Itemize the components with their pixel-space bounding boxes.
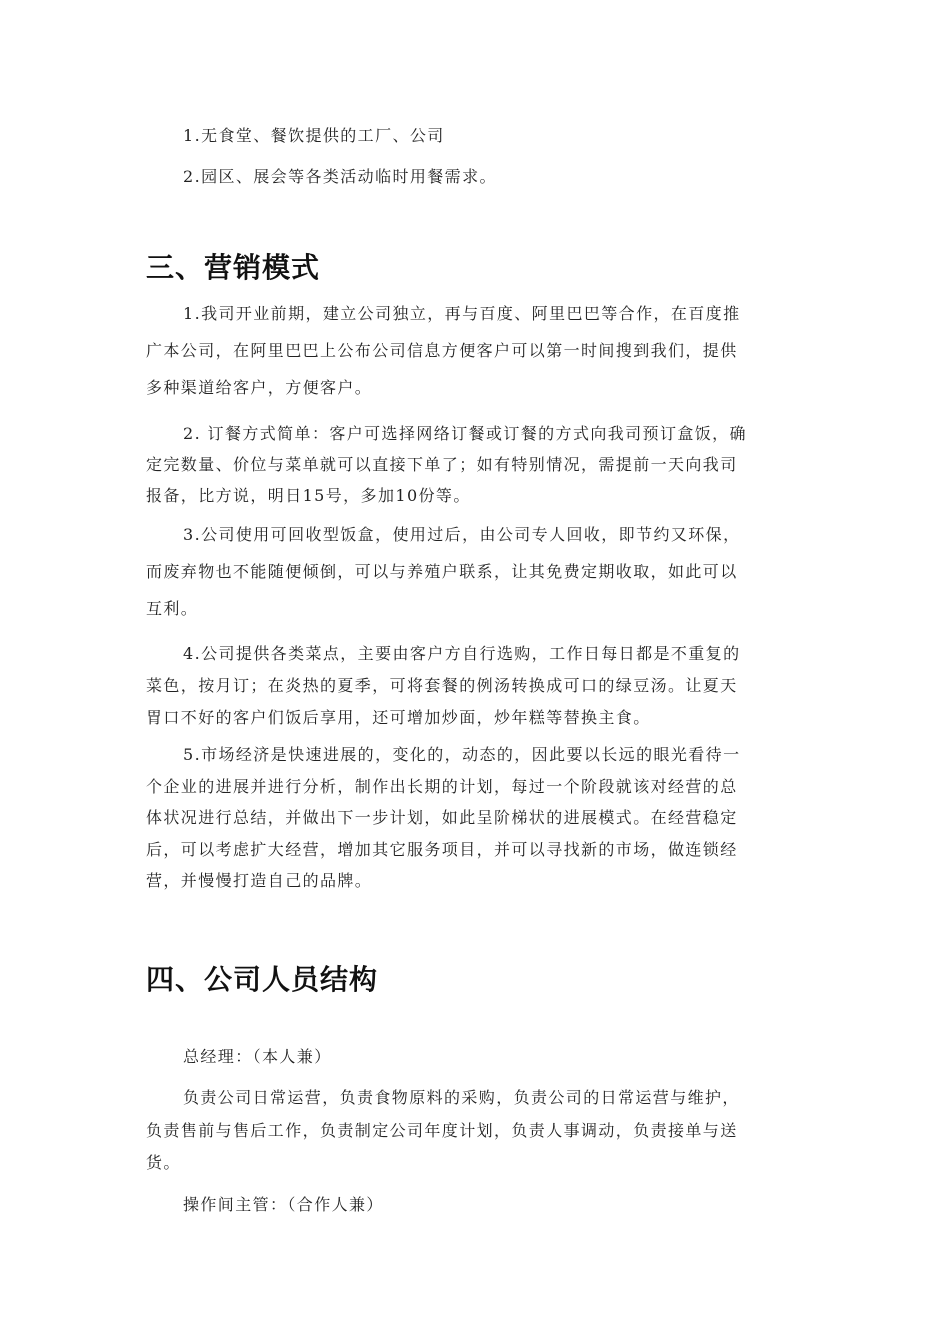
role-title: 操作间主管：（合作人兼） — [183, 1195, 384, 1214]
paragraph-line: 报备，比方说，明日15号，多加10份等。 — [146, 486, 471, 505]
role-title: 总经理：（本人兼） — [183, 1047, 332, 1066]
paragraph-line: 体状况进行总结，并做出下一步计划，如此呈阶梯状的进展模式。在经营稳定 — [146, 808, 738, 827]
paragraph-line: 货。 — [146, 1153, 181, 1172]
paragraph-line: 1.我司开业前期，建立公司独立，再与百度、阿里巴巴等合作，在百度推 — [183, 304, 741, 323]
paragraph-line: 广本公司，在阿里巴巴上公布公司信息方便客户可以第一时间搜到我们，提供 — [146, 341, 738, 360]
paragraph-line: 5.市场经济是快速进展的，变化的，动态的，因此要以长远的眼光看待一 — [183, 745, 741, 764]
paragraph-line: 互利。 — [146, 599, 199, 618]
paragraph-line: 营，并慢慢打造自己的品牌。 — [146, 871, 373, 890]
paragraph-line: 定完数量、价位与菜单就可以直接下单了；如有特别情况，需提前一天向我司 — [146, 455, 738, 474]
paragraph-line: 菜色，按月订；在炎热的夏季，可将套餐的例汤转换成可口的绿豆汤。让夏天 — [146, 676, 738, 695]
paragraph-line: 负责售前与售后工作，负责制定公司年度计划，负责人事调动，负责接单与送 — [146, 1121, 738, 1140]
paragraph-line: 4.公司提供各类菜点，主要由客户方自行选购，工作日每日都是不重复的 — [183, 644, 741, 663]
paragraph-line: 胃口不好的客户们饭后享用，还可增加炒面，炒年糕等替换主食。 — [146, 708, 651, 727]
list-item: 2.园区、展会等各类活动临时用餐需求。 — [183, 167, 497, 186]
section-heading: 四、公司人员结构 — [146, 963, 379, 996]
paragraph-line: 3.公司使用可回收型饭盒，使用过后，由公司专人回收，即节约又环保， — [183, 525, 741, 544]
paragraph-line: 后，可以考虑扩大经营，增加其它服务项目，并可以寻找新的市场，做连锁经 — [146, 840, 738, 859]
paragraph-line: 2. 订餐方式简单：客户可选择网络订餐或订餐的方式向我司预订盒饭，确 — [183, 424, 747, 443]
paragraph-line: 多种渠道给客户，方便客户。 — [146, 378, 373, 397]
paragraph-line: 个企业的进展并进行分析，制作出长期的计划，每过一个阶段就该对经营的总 — [146, 777, 738, 796]
list-item: 1.无食堂、餐饮提供的工厂、公司 — [183, 126, 445, 145]
paragraph-line: 负责公司日常运营，负责食物原料的采购，负责公司的日常运营与维护， — [183, 1088, 740, 1107]
section-heading: 三、营销模式 — [146, 251, 321, 284]
paragraph-line: 而废弃物也不能随便倾倒，可以与养殖户联系，让其免费定期收取，如此可以 — [146, 562, 738, 581]
